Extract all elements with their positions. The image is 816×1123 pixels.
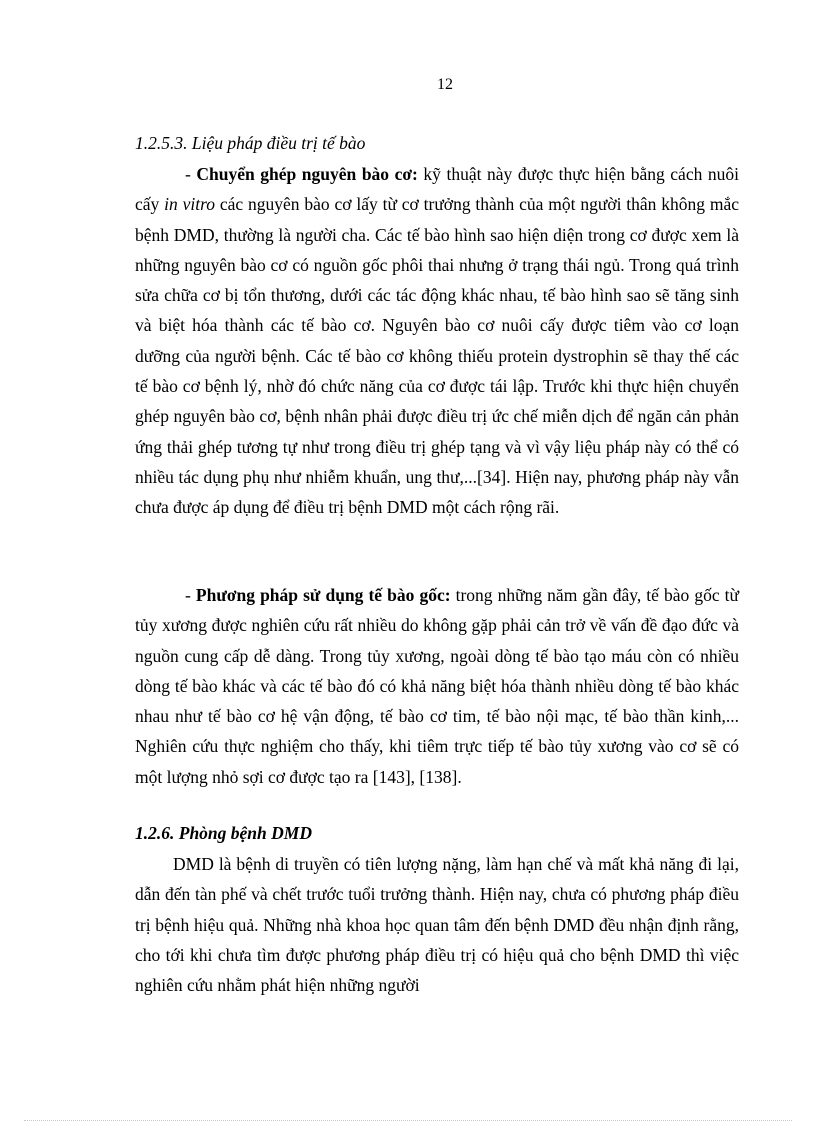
paragraph-dash: - xyxy=(185,585,196,605)
paragraph-stem-cell-method xyxy=(135,580,739,792)
paragraph-text: kỹ thuật này được thực hiện bằng cách nuôi cấy xyxy=(135,164,739,215)
paragraph-text: các nguyên bào cơ lấy từ cơ trưởng thành của một người thân không mắc bệnh DMD, thường là người cha. Các tế bào hình sao hiện diện trong cơ được xem là những nguyên bào cơ có nguồn gốc phôi thai nhưng ở trạng thái ngủ. Trong quá trình sửa chữa cơ bị tổn thương, dưới các tác động khác nhau, tế bào hình sao sẽ tăng sinh và biệt hóa thành các tế bào cơ. Nguyên bào cơ nuôi cấy được tiêm vào cơ loạn dưỡng của người bệnh. Các tế bào cơ không thiếu protein dystrophin sẽ thay thế các tế bào cơ bệnh lý, nhờ đó chức năng của cơ được tái lập. Trước khi thực hiện chuyển ghép nguyên bào cơ, bệnh nhân phải được điều trị ức chế miễn dịch để ngăn cản phản ứng thải ghép tương tự như trong điều trị ghép tạng và vì vậy liệu pháp này có thể có nhiều tác dụng phụ như nhiễm khuẩn, ung thư,...[34]. Hiện nay, phương pháp này vẫn chưa được áp dụng để điều trị bệnh DMD một cách rộng rãi. xyxy=(135,194,739,518)
paragraph-myoblast-transplant xyxy=(135,159,739,523)
section-heading-1-2-5-3: 1.2.5.3. Liệu pháp điều trị tế bào xyxy=(135,133,366,153)
page-bottom-divider xyxy=(24,1120,792,1121)
term-in-vitro: in vitro xyxy=(164,194,216,215)
paragraph-dmd-prevention: DMD là bệnh di truyền có tiên lượng nặng, làm hạn chế và mất khả năng đi lại, dẫn đến tàn phế và chết trước tuổi trưởng thành. Hiện nay, chưa có phương pháp điều trị bệnh hiệu quả. Những nhà khoa học quan tâm đến bệnh DMD đều nhận định rằng, cho tới khi chưa tìm được phương pháp điều trị có hiệu quả cho bệnh DMD thì việc nghiên cứu nhằm phát hiện những người xyxy=(135,854,739,996)
term-myoblast-transplant: Chuyển ghép nguyên bào cơ: xyxy=(196,164,418,184)
section-heading-1-2-6: 1.2.6. Phòng bệnh DMD xyxy=(135,823,312,843)
term-stem-cell-method: Phương pháp sử dụng tế bào gốc: xyxy=(195,585,451,605)
paragraph-text: trong những năm gần đây, tế bào gốc từ tủy xương được nghiên cứu rất nhiều do không gặp phải cản trở về vấn đề đạo đức và nguồn cung cấp dễ dàng. Trong tủy xương, ngoài dòng tế bào tạo máu còn có nhiều dòng tế bào khác và các tế bào đó có khả năng biệt hóa thành nhiều dòng tế bào khác nhau như tế bào cơ hệ vận động, tế bào cơ tim, tế bào nội mạc, tế bào thần kinh,... Nghiên cứu thực nghiệm cho thấy, khi tiêm trực tiếp tế bào tủy xương vào cơ sẽ có một lượng nhỏ sợi cơ được tạo ra [143], [138]. xyxy=(135,585,740,787)
paragraph-dash: - xyxy=(185,164,197,184)
page-number: 12 xyxy=(437,76,453,93)
